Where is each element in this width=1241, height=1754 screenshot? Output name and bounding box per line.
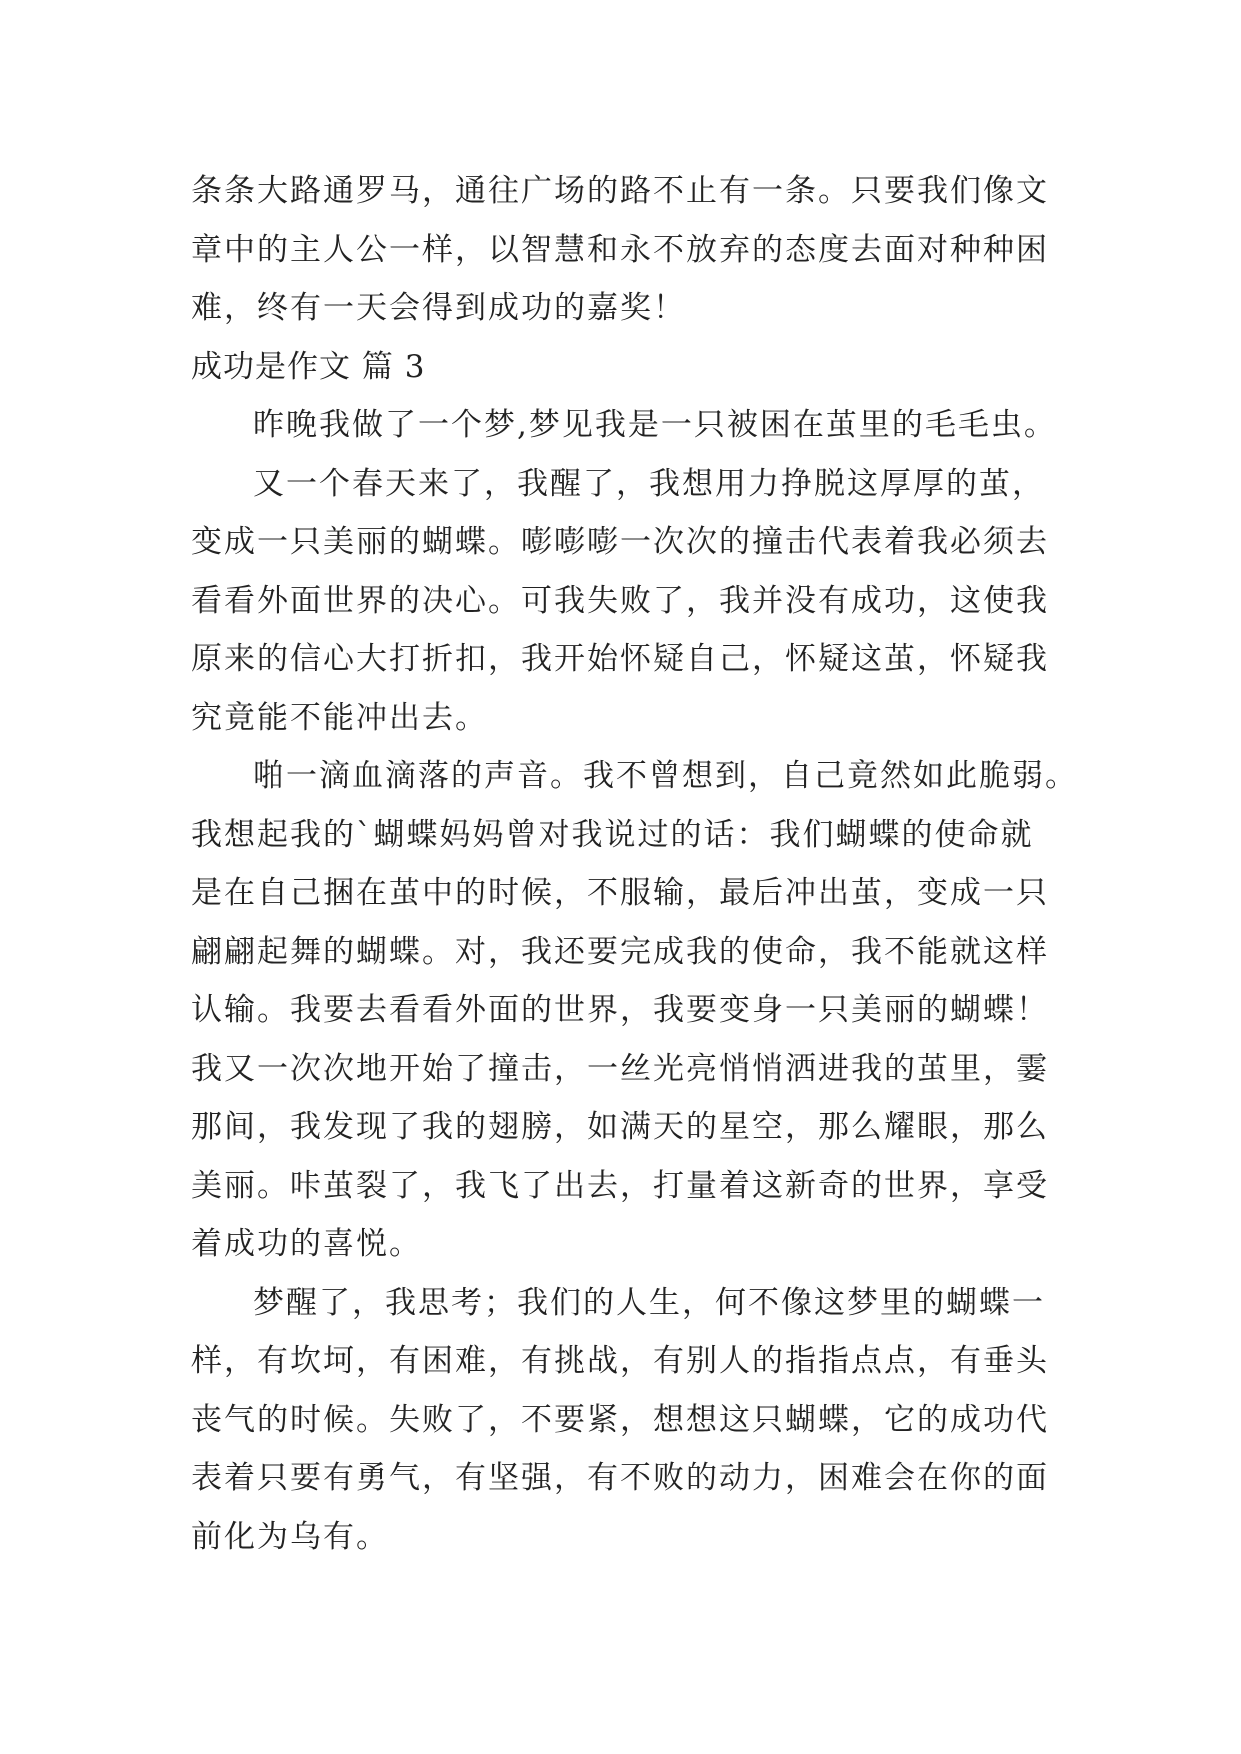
essay-text <box>191 162 1078 1566</box>
text-line: 是在自己捆在茧中的时候，不服输，最后冲出茧，变成一只 <box>191 875 1049 911</box>
text-line: 啪一滴血滴落的声音。我不曾想到，自己竟然如此脆弱。 <box>253 758 1078 794</box>
text-line: 表着只要有勇气，有坚强，有不败的动力，困难会在你的面 <box>191 1460 1049 1496</box>
text-line: 丧气的时候。失败了，不要紧，想想这只蝴蝶，它的成功代 <box>191 1401 1049 1438</box>
text-line: 变成一只美丽的蝴蝶。嘭嘭嘭一次次的撞击代表着我必须去 <box>191 524 1049 560</box>
text-line: 又一个春天来了，我醒了，我想用力挣脱这厚厚的茧， <box>253 465 1045 502</box>
text-line: 梦醒了，我思考；我们的人生，何不像这梦里的蝴蝶一 <box>253 1284 1045 1321</box>
text-line: 样，有坎坷，有困难，有挑战，有别人的指指点点，有垂头 <box>191 1343 1049 1379</box>
text-line: 难，终有一天会得到成功的嘉奖！ <box>191 290 686 326</box>
text-line: 章中的主人公一样，以智慧和永不放弃的态度去面对种种困 <box>191 231 1049 268</box>
text-line: 究竟能不能冲出去。 <box>191 699 488 736</box>
text-line: 那间，我发现了我的翅膀，如满天的星空，那么耀眼，那么 <box>191 1109 1049 1145</box>
text-line: 认输。我要去看看外面的世界，我要变身一只美丽的蝴蝶！ <box>191 992 1049 1028</box>
text-line: 昨晚我做了一个梦,梦见我是一只被困在茧里的毛毛虫。 <box>253 407 1057 443</box>
text-line: 条条大路通罗马，通往广场的路不止有一条。只要我们像文 <box>191 173 1049 209</box>
section-heading: 成功是作文 篇 3 <box>191 348 426 385</box>
text-line: 看看外面世界的决心。可我失败了，我并没有成功，这使我 <box>191 582 1049 619</box>
text-line: 美丽。咔茧裂了，我飞了出去，打量着这新奇的世界，享受 <box>191 1167 1049 1204</box>
text-line: 前化为乌有。 <box>191 1518 389 1555</box>
text-line: 我又一次次地开始了撞击，一丝光亮悄悄洒进我的茧里，霎 <box>191 1050 1049 1087</box>
text-line: 翩翩起舞的蝴蝶。对，我还要完成我的使命，我不能就这样 <box>191 933 1049 970</box>
text-line: 我想起我的`蝴蝶妈妈曾对我说过的话：我们蝴蝶的使命就 <box>191 816 1034 853</box>
text-line: 原来的信心大打折扣，我开始怀疑自己，怀疑这茧，怀疑我 <box>191 641 1049 677</box>
text-line: 着成功的喜悦。 <box>191 1226 422 1262</box>
